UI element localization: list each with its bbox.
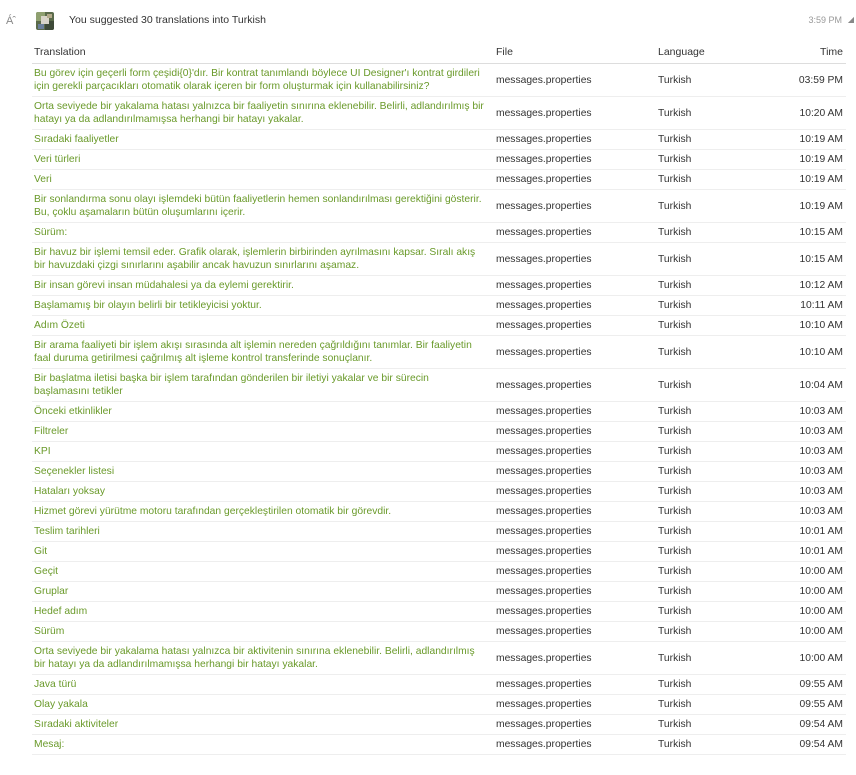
translation-link[interactable]: Bir sonlandırma sonu olayı işlemdeki bütün faaliyetlerin hemen sonlandırılması gerektiğini gösterir. Bu, çoklu aşamaların bütün oluşumlarını içerir. [32, 190, 494, 223]
time-cell: 10:03 AM [766, 402, 846, 422]
file-cell: messages.properties [494, 369, 656, 402]
translation-link[interactable]: Bir havuz bir işlemi temsil eder. Grafik olarak, işlemlerin birbirinden ayrılmasını kapsar. Sıralı akış bir havuzdaki çizgi sınırlarını aşabilir ancak havuzun sınırlarını aşamaz. [32, 243, 494, 276]
time-cell: 10:19 AM [766, 150, 846, 170]
table-row [32, 402, 846, 422]
time-cell: 10:00 AM [766, 622, 846, 642]
time-cell: 09:54 AM [766, 715, 846, 735]
table-row [32, 462, 846, 482]
translation-link[interactable]: Teslim tarihleri [32, 522, 494, 542]
language-cell: Turkish [656, 422, 766, 442]
table-row [32, 369, 846, 402]
table-row [32, 642, 846, 675]
translations-table-container [32, 41, 846, 755]
table-row [32, 695, 846, 715]
file-cell: messages.properties [494, 482, 656, 502]
translation-link[interactable]: Başlamamış bir olayın belirli bir tetikleyicisi yoktur. [32, 296, 494, 316]
language-cell: Turkish [656, 97, 766, 130]
table-row [32, 442, 846, 462]
file-cell: messages.properties [494, 442, 656, 462]
file-cell: messages.properties [494, 602, 656, 622]
time-cell: 10:20 AM [766, 97, 846, 130]
time-cell: 10:03 AM [766, 442, 846, 462]
translation-link[interactable]: Bir başlatma iletisi başka bir işlem tarafından gönderilen bir iletiyi yakalar ve bir sürecin başlamasını tetikler [32, 369, 494, 402]
table-row [32, 336, 846, 369]
translation-link[interactable]: Sıradaki faaliyetler [32, 130, 494, 150]
language-cell: Turkish [656, 296, 766, 316]
table-body [32, 64, 846, 755]
file-cell: messages.properties [494, 582, 656, 602]
time-cell: 10:00 AM [766, 642, 846, 675]
translation-link[interactable]: Filtreler [32, 422, 494, 442]
translation-link[interactable]: Geçit [32, 562, 494, 582]
table-row [32, 276, 846, 296]
time-cell: 09:55 AM [766, 695, 846, 715]
avatar-image-icon [36, 12, 54, 30]
notification-header [0, 0, 856, 40]
time-cell: 10:03 AM [766, 462, 846, 482]
table-row [32, 622, 846, 642]
table-row [32, 190, 846, 223]
table-row [32, 97, 846, 130]
column-header-time: Time [766, 41, 846, 64]
table-row [32, 422, 846, 442]
translation-link[interactable]: Olay yakala [32, 695, 494, 715]
file-cell: messages.properties [494, 64, 656, 97]
file-cell: messages.properties [494, 735, 656, 755]
table-row [32, 582, 846, 602]
translation-link[interactable]: Hataları yoksay [32, 482, 494, 502]
language-cell: Turkish [656, 715, 766, 735]
language-cell: Turkish [656, 462, 766, 482]
translation-link[interactable]: Veri türleri [32, 150, 494, 170]
time-cell: 10:10 AM [766, 336, 846, 369]
file-cell: messages.properties [494, 336, 656, 369]
time-cell: 10:00 AM [766, 602, 846, 622]
table-row [32, 502, 846, 522]
language-cell: Turkish [656, 695, 766, 715]
translation-link[interactable]: KPI [32, 442, 494, 462]
translation-link[interactable]: Sıradaki aktiviteler [32, 715, 494, 735]
translation-link[interactable]: Gruplar [32, 582, 494, 602]
file-cell: messages.properties [494, 642, 656, 675]
file-cell: messages.properties [494, 223, 656, 243]
file-cell: messages.properties [494, 715, 656, 735]
caret-icon[interactable]: ◢ [847, 15, 854, 24]
language-cell: Turkish [656, 64, 766, 97]
time-cell: 10:00 AM [766, 582, 846, 602]
language-cell: Turkish [656, 223, 766, 243]
language-cell: Turkish [656, 170, 766, 190]
table-row [32, 316, 846, 336]
language-cell: Turkish [656, 190, 766, 223]
table-row [32, 675, 846, 695]
time-cell: 10:15 AM [766, 243, 846, 276]
time-cell: 10:03 AM [766, 502, 846, 522]
language-cell: Turkish [656, 542, 766, 562]
table-row [32, 522, 846, 542]
table-row [32, 482, 846, 502]
language-cell: Turkish [656, 243, 766, 276]
file-cell: messages.properties [494, 150, 656, 170]
language-cell: Turkish [656, 562, 766, 582]
translation-link[interactable]: Orta seviyede bir yakalama hatası yalnızca bir aktivitenin sınırına eklenebilir. Belirli, adlandırılmış bir hatayı ya da adlandırılmamışsa herhangi bir hatayı yakalar. [32, 642, 494, 675]
file-cell: messages.properties [494, 622, 656, 642]
language-cell: Turkish [656, 130, 766, 150]
time-cell: 10:15 AM [766, 223, 846, 243]
time-cell: 10:11 AM [766, 296, 846, 316]
language-cell: Turkish [656, 735, 766, 755]
file-cell: messages.properties [494, 422, 656, 442]
language-cell: Turkish [656, 642, 766, 675]
file-cell: messages.properties [494, 130, 656, 150]
language-cell: Turkish [656, 502, 766, 522]
file-cell: messages.properties [494, 675, 656, 695]
time-cell: 10:19 AM [766, 190, 846, 223]
time-cell: 10:04 AM [766, 369, 846, 402]
language-cell: Turkish [656, 582, 766, 602]
language-cell: Turkish [656, 276, 766, 296]
file-cell: messages.properties [494, 502, 656, 522]
table-row [32, 223, 846, 243]
time-cell: 10:19 AM [766, 170, 846, 190]
translation-link[interactable]: Adım Özeti [32, 316, 494, 336]
language-cell: Turkish [656, 482, 766, 502]
time-cell: 03:59 PM [766, 64, 846, 97]
translation-link[interactable]: Seçenekler listesi [32, 462, 494, 482]
table-row [32, 130, 846, 150]
table-header-row [32, 41, 846, 64]
table-row [32, 170, 846, 190]
file-cell: messages.properties [494, 97, 656, 130]
file-cell: messages.properties [494, 402, 656, 422]
time-cell: 10:19 AM [766, 130, 846, 150]
table-row [32, 715, 846, 735]
translation-link[interactable]: Sürüm [32, 622, 494, 642]
file-cell: messages.properties [494, 695, 656, 715]
table-row [32, 735, 846, 755]
language-cell: Turkish [656, 622, 766, 642]
time-cell: 10:01 AM [766, 542, 846, 562]
language-cell: Turkish [656, 402, 766, 422]
table-row [32, 64, 846, 97]
language-cell: Turkish [656, 150, 766, 170]
language-cell: Turkish [656, 336, 766, 369]
table-row [32, 542, 846, 562]
table-row [32, 296, 846, 316]
time-cell: 09:55 AM [766, 675, 846, 695]
file-cell: messages.properties [494, 243, 656, 276]
translation-link[interactable]: Hedef adım [32, 602, 494, 622]
language-cell: Turkish [656, 522, 766, 542]
table-row [32, 602, 846, 622]
language-cell: Turkish [656, 675, 766, 695]
time-cell: 10:01 AM [766, 522, 846, 542]
column-header-file: File [494, 41, 656, 64]
translation-link[interactable]: Git [32, 542, 494, 562]
translation-link[interactable]: Önceki etkinlikler [32, 402, 494, 422]
translation-link[interactable]: Bir arama faaliyeti bir işlem akışı sırasında alt işlemin nereden çağrıldığını tanımlar. Bir faaliyetin faal duruma getirilmesi çağrılmış alt işleme kontrol transferinde sonuçlanır. [32, 336, 494, 369]
file-cell: messages.properties [494, 462, 656, 482]
translation-link[interactable]: Bir insan görevi insan müdahalesi ya da eylemi gerektirir. [32, 276, 494, 296]
language-cell: Turkish [656, 602, 766, 622]
translate-icon: Áˆ [6, 15, 15, 27]
translation-link[interactable]: Mesaj: [32, 735, 494, 755]
table-row [32, 243, 846, 276]
file-cell: messages.properties [494, 542, 656, 562]
time-cell: 09:54 AM [766, 735, 846, 755]
table-row [32, 150, 846, 170]
column-header-translation: Translation [32, 41, 494, 64]
language-cell: Turkish [656, 442, 766, 462]
time-cell: 10:10 AM [766, 316, 846, 336]
translation-link[interactable]: Orta seviyede bir yakalama hatası yalnızca bir faaliyetin sınırına eklenebilir. Belirli, adlandırılmış bir hatayı ya da adlandırılmamışsa herhangi bir hatayı yakalar. [32, 97, 494, 130]
translations-table [32, 41, 846, 755]
language-cell: Turkish [656, 316, 766, 336]
column-header-language: Language [656, 41, 766, 64]
language-cell: Turkish [656, 369, 766, 402]
file-cell: messages.properties [494, 170, 656, 190]
translation-link[interactable]: Hizmet görevi yürütme motoru tarafından gerçekleştirilen otomatik bir görevdir. [32, 502, 494, 522]
file-cell: messages.properties [494, 522, 656, 542]
translation-link[interactable]: Sürüm: [32, 223, 494, 243]
time-cell: 10:12 AM [766, 276, 846, 296]
translation-link[interactable]: Bu görev için geçerli form çeşidi{0}'dır. Bir kontrat tanımlandı böylece UI Designer'ı kontrat girdileri için gerekli parçacıkları otomatik olarak içeren bir form oluşturmak için kullanabilirsiniz? [32, 64, 494, 97]
file-cell: messages.properties [494, 562, 656, 582]
table-row [32, 562, 846, 582]
user-avatar[interactable] [36, 12, 54, 30]
translation-link[interactable]: Java türü [32, 675, 494, 695]
time-cell: 10:00 AM [766, 562, 846, 582]
file-cell: messages.properties [494, 276, 656, 296]
time-cell: 10:03 AM [766, 422, 846, 442]
notification-time: 3:59 PM [808, 15, 842, 25]
file-cell: messages.properties [494, 296, 656, 316]
time-cell: 10:03 AM [766, 482, 846, 502]
file-cell: messages.properties [494, 190, 656, 223]
notification-title: You suggested 30 translations into Turkish [69, 14, 266, 26]
translation-link[interactable]: Veri [32, 170, 494, 190]
file-cell: messages.properties [494, 316, 656, 336]
